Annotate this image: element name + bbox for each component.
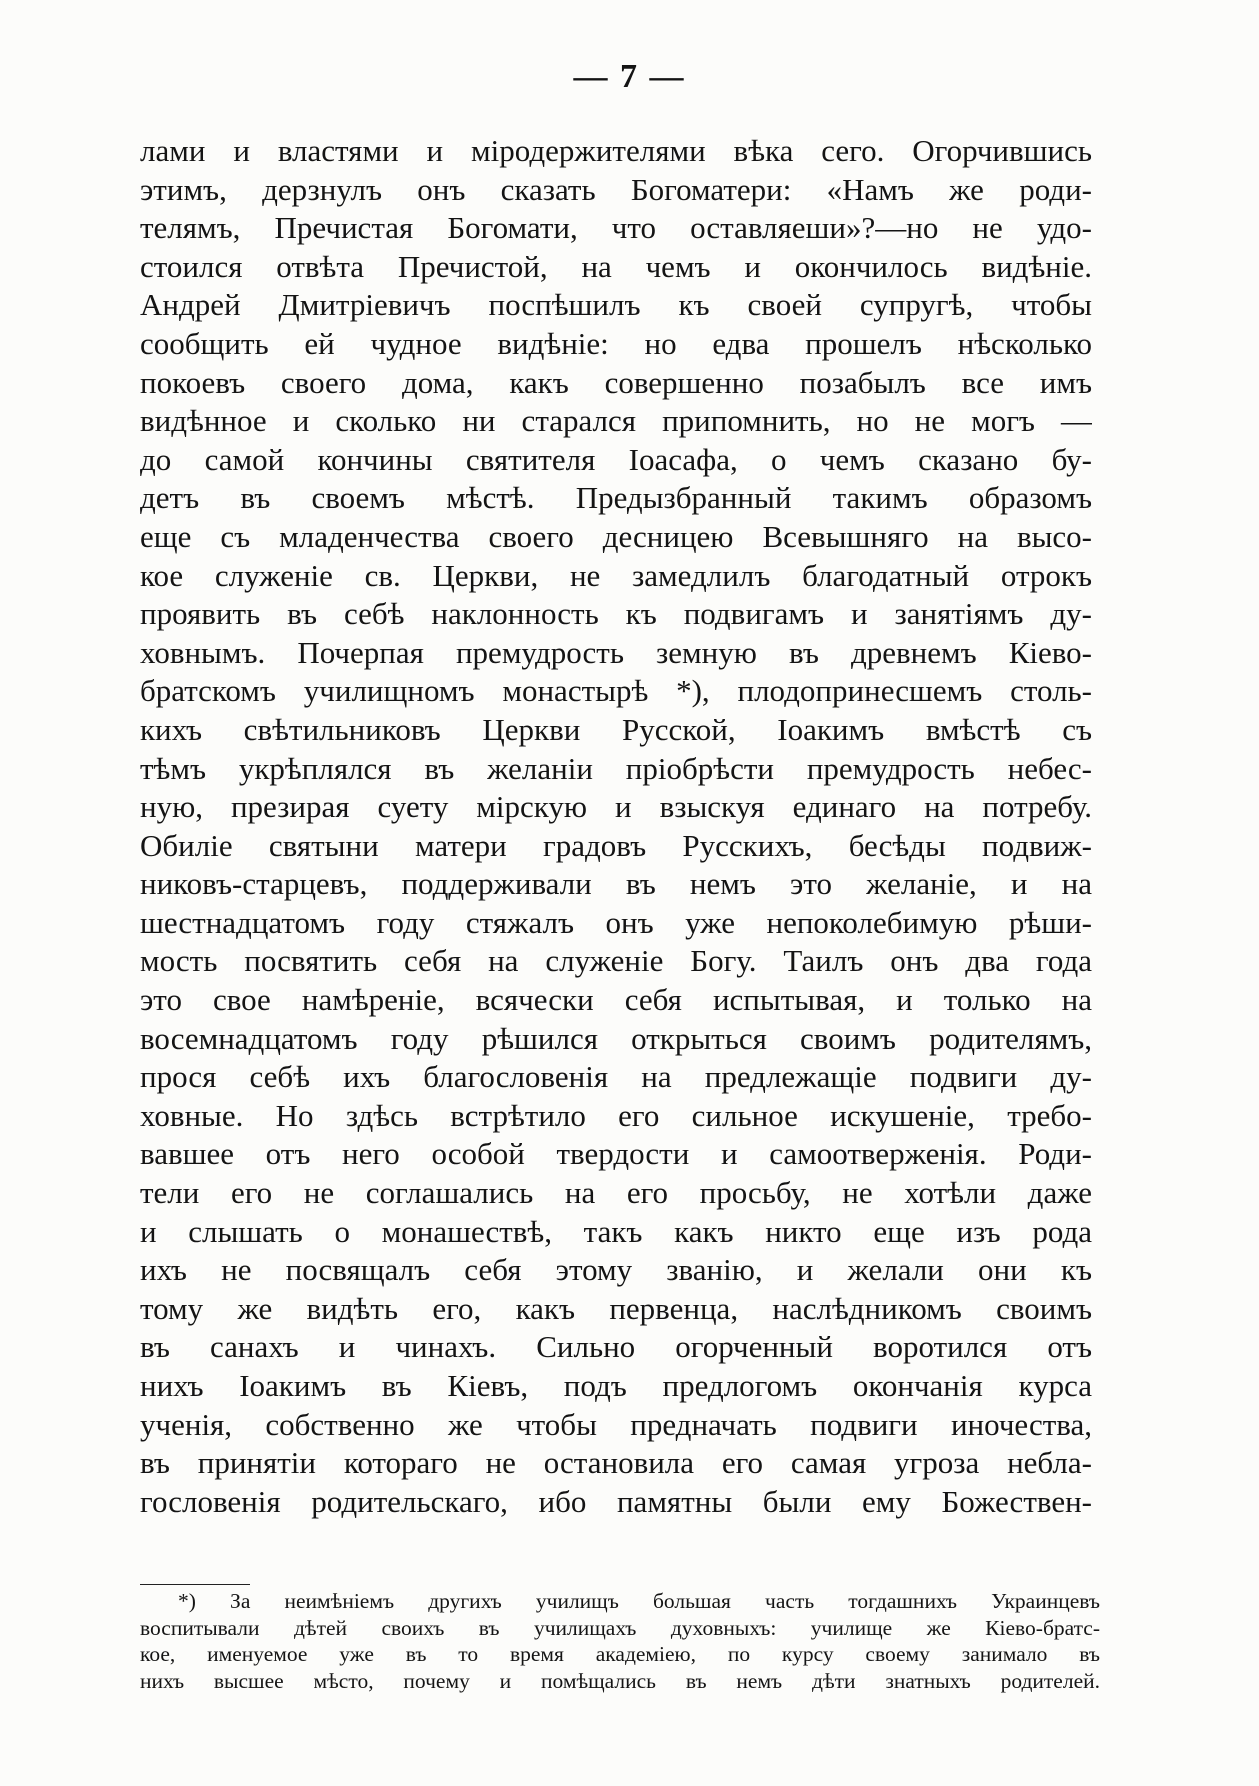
body-line: стоился отвѣта Пречистой, на чемъ и окончилось видѣнiе. [140, 248, 1092, 284]
footnote-divider [140, 1584, 250, 1585]
body-line: лами и властями и мiродержителями вѣка сего. Огорчившись [140, 133, 1092, 168]
body-line: гословенiя родительскаго, ибо памятны были ему Божествен- [140, 1483, 1092, 1519]
body-text [140, 132, 1092, 1521]
body-line: кихъ свѣтильниковъ Церкви Русской, Iоакимъ вмѣстѣ съ [140, 711, 1092, 747]
body-line: нихъ Iоакимъ въ Кiевъ, подъ предлогомъ окончанiя курса [140, 1368, 1092, 1403]
body-line: тѣмъ укрѣплялся въ желанiи прiобрѣсти премудрость небес- [140, 750, 1092, 786]
body-line: еще съ младенчества своего десницею Всевышняго на высо- [140, 518, 1092, 554]
body-line: братскомъ училищномъ монастырѣ *), плодопринесшемъ столь- [140, 673, 1092, 709]
body-line: въ санахъ и чинахъ. Сильно огорченный воротился отъ [140, 1329, 1092, 1365]
footnote [140, 1588, 1100, 1694]
footnote-line: кое, именуемое уже въ то время академiею, по курсу своему занимало въ [140, 1642, 1100, 1666]
body-line: и слышать о монашествѣ, такъ какъ никто еще изъ рода [140, 1213, 1092, 1249]
body-line: до самой кончины святителя Iоасафа, о чемъ сказано бу- [140, 441, 1092, 477]
body-line: тели его не соглашались на его просьбу, не хотѣли даже [140, 1175, 1092, 1211]
body-line: ховные. Но здѣсь встрѣтило его сильное искушенiе, требо- [140, 1097, 1092, 1133]
body-line: тому же видѣть его, какъ первенца, наслѣдникомъ своимъ [140, 1290, 1092, 1326]
body-line: это свое намѣренiе, всячески себя испытывая, и только на [140, 982, 1092, 1018]
body-line: никовъ-старцевъ, поддерживали въ немъ это желанiе, и на [140, 866, 1092, 902]
body-line: кое служенiе св. Церкви, не замедлилъ благодатный отрокъ [140, 557, 1092, 593]
body-line: телямъ, Пречистая Богомати, что оставляеши»?—но не удо- [140, 210, 1092, 246]
body-line: ную, презирая суету мiрскую и взыскуя единаго на потребу. [140, 789, 1092, 825]
body-line: Андрей Дмитрiевичъ поспѣшилъ къ своей супругѣ, чтобы [140, 287, 1092, 323]
body-line: Обилiе святыни матери градовъ Русскихъ, бесѣды подвиж- [140, 827, 1092, 863]
body-line: восемнадцатомъ году рѣшился открыться своимъ родителямъ, [140, 1020, 1092, 1056]
body-line: этимъ, дерзнулъ онъ сказать Богоматери: «Намъ же роди- [140, 171, 1092, 207]
body-line: видѣнное и сколько ни старался припомнить, но не могъ — [140, 403, 1092, 439]
body-line: покоевъ своего дома, какъ совершенно позабылъ все имъ [140, 364, 1092, 400]
footnote-line: воспитывали дѣтей своихъ въ училищахъ духовныхъ: училище же Кiево-братс- [140, 1615, 1100, 1640]
body-line: ихъ не посвящалъ себя этому званiю, и желали они къ [140, 1252, 1092, 1288]
body-line: въ принятiи котораго не остановила его самая угроза небла- [140, 1445, 1092, 1481]
body-line: ховнымъ. Почерпая премудрость земную въ древнемъ Кiево- [140, 634, 1092, 670]
body-line: мость посвятить себя на служенiе Богу. Таилъ онъ два года [140, 943, 1092, 979]
body-line: детъ въ своемъ мѣстѣ. Предызбранный такимъ образомъ [140, 480, 1092, 516]
body-line: сообщить ей чудное видѣнiе: но едва прошелъ нѣсколько [140, 325, 1092, 361]
body-line: вавшее отъ него особой твердости и самоотверженiя. Роди- [140, 1136, 1092, 1172]
footnote-line: нихъ высшее мѣсто, почему и помѣщались въ немъ дѣти знатныхъ родителей. [140, 1668, 1100, 1693]
body-line: ученiя, собственно же чтобы предначать подвиги иночества, [140, 1406, 1092, 1442]
page-number: — 7 — [573, 58, 686, 95]
body-line: прося себѣ ихъ благословенiя на предлежащiе подвиги ду- [140, 1059, 1092, 1095]
body-line: шестнадцатомъ году стяжалъ онъ уже непоколебимую рѣши- [140, 904, 1092, 940]
body-line: проявить въ себѣ наклонность къ подвигамъ и занятiямъ ду- [140, 596, 1092, 632]
footnote-line: *) За неимѣнiемъ другихъ училищъ большая часть тогдашнихъ Украинцевъ [178, 1589, 1100, 1613]
